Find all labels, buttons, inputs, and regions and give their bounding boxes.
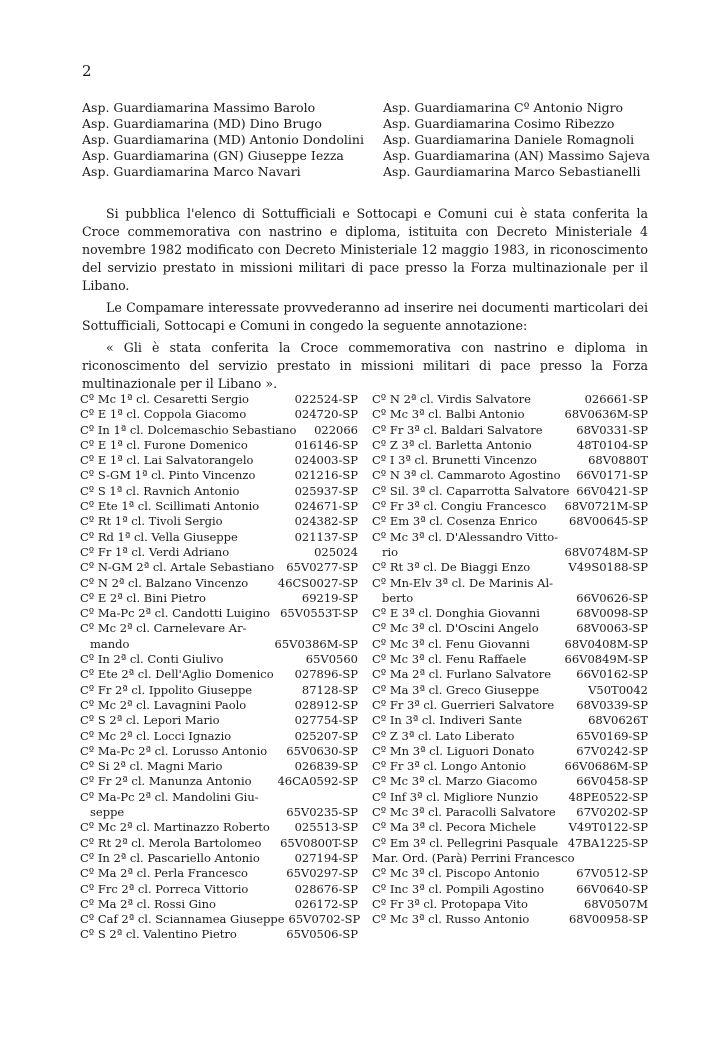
list-entry bbox=[80, 499, 358, 514]
instruction-paragraph: Le Compamare interessate provvederanno ad inserire nei documenti marticolari dei Sottufficiali, Sottocapi e Comuni in congedo la seguente annotazione: bbox=[82, 300, 648, 333]
entry-code: 48T0104-SP bbox=[576, 437, 648, 452]
list-entry bbox=[372, 606, 648, 621]
entry-continuation-line bbox=[80, 805, 358, 820]
entry-code: 65V0630-SP bbox=[286, 743, 358, 758]
list-entry bbox=[80, 774, 358, 789]
list-entry bbox=[80, 423, 358, 438]
entry-name: Cº Em 3ª cl. Pellegrini Pasquale bbox=[372, 835, 559, 850]
list-entry bbox=[80, 713, 358, 728]
entry-name: Cº Ma 3ª cl. Pecora Michele bbox=[372, 820, 537, 835]
entry-code: 87128-SP bbox=[301, 682, 358, 697]
entry-code: 026839-SP bbox=[294, 759, 358, 774]
list-entry bbox=[372, 637, 648, 652]
list-entry bbox=[80, 836, 358, 851]
entry-name: Cº N 2ª cl. Balzano Vincenzo bbox=[80, 575, 249, 590]
entry-name-continuation: berto bbox=[382, 590, 414, 605]
body-text bbox=[82, 205, 648, 397]
annotation-quote: « Gli è stata conferita la Croce commemorativa con nastrino e diploma in riconoscimento del servizio prestato in missioni militari di pace presso la Forza multinazionale per il Libano ». bbox=[82, 340, 648, 391]
entry-code: 68V0748M-SP bbox=[564, 544, 648, 559]
entry-name: Cº Si 2ª cl. Magni Mario bbox=[80, 759, 223, 774]
entry-name: Cº Mc 2ª cl. Locci Ignazio bbox=[80, 728, 232, 743]
entry-name-continuation: rio bbox=[382, 544, 399, 559]
entry-name: Cº Mc 3ª cl. D'Oscini Angelo bbox=[372, 621, 539, 636]
entry-code: 65V0702-SP bbox=[288, 912, 361, 927]
entry-code: 016146-SP bbox=[294, 437, 358, 452]
entry-name: Cº Fr 3ª cl. Protopapa Vito bbox=[372, 896, 528, 911]
entry-name: Cº Ma-Pc 2ª cl. Candotti Luigino bbox=[80, 606, 271, 621]
entry-code: 022066 bbox=[314, 422, 358, 437]
list-entry bbox=[372, 882, 648, 897]
entry-code: 68V0339-SP bbox=[576, 697, 648, 712]
list-entry bbox=[80, 576, 358, 591]
list-entry bbox=[372, 560, 648, 575]
list-entry bbox=[80, 453, 358, 468]
list-entry bbox=[80, 438, 358, 453]
entry-code: 025513-SP bbox=[294, 820, 358, 835]
entry-name: Cº S-GM 1ª cl. Pinto Vincenzo bbox=[80, 468, 256, 483]
list-entry bbox=[80, 468, 358, 483]
list-entry bbox=[80, 882, 358, 897]
entry-name: Cº Mn-Elv 3ª cl. De Marinis Al- bbox=[372, 575, 554, 590]
list-entry bbox=[372, 897, 648, 912]
entry-code: 025024 bbox=[314, 544, 358, 559]
entry-name: Cº E 1ª cl. Coppola Giacomo bbox=[80, 407, 247, 422]
header-name: Asp. Guardiamarina Marco Navari bbox=[82, 164, 301, 179]
list-entry bbox=[372, 820, 648, 835]
entry-name: Cº Rt 1ª cl. Tivoli Sergio bbox=[80, 514, 223, 529]
entry-name: Cº Mc 3ª cl. Fenu Raffaele bbox=[372, 652, 527, 667]
list-entry bbox=[372, 530, 648, 561]
entry-name: Cº N-GM 2ª cl. Artale Sebastiano bbox=[80, 560, 275, 575]
entry-code: 66V0640-SP bbox=[576, 881, 648, 896]
entry-code: 027896-SP bbox=[294, 667, 358, 682]
entry-name: Cº Ma 2ª cl. Perla Francesco bbox=[80, 866, 248, 881]
entry-name: Cº Caf 2ª cl. Sciannamea Giuseppe bbox=[80, 912, 285, 927]
entry-name: Cº Ma-Pc 2ª cl. Lorusso Antonio bbox=[80, 743, 268, 758]
entry-code: 68V0408M-SP bbox=[564, 636, 648, 651]
entry-code: 46CA0592-SP bbox=[277, 774, 358, 789]
entry-name: Cº E 2ª cl. Bini Pietro bbox=[80, 590, 206, 605]
entry-code: 021137-SP bbox=[294, 529, 358, 544]
list-entry bbox=[372, 499, 648, 514]
entry-name: Cº Mn 3ª cl. Liguori Donato bbox=[372, 743, 535, 758]
entry-code: 47BA1225-SP bbox=[567, 835, 648, 850]
entry-name: Cº Ete 1ª cl. Scillimati Antonio bbox=[80, 499, 260, 514]
entry-name: Cº Fr 3ª cl. Congiu Francesco bbox=[372, 499, 547, 514]
list-entry bbox=[372, 667, 648, 682]
entry-code: 024671-SP bbox=[294, 499, 358, 514]
entry-name: Cº E 1ª cl. Lai Salvatorangelo bbox=[80, 453, 254, 468]
entry-name: Cº Mc 3ª cl. Balbi Antonio bbox=[372, 407, 525, 422]
entry-code: 48PE0522-SP bbox=[568, 789, 648, 804]
list-entry: Mar. Ord. (Parà) Perrini Francesco bbox=[372, 850, 575, 865]
entry-name: Cº S 1ª cl. Ravnich Antonio bbox=[80, 483, 240, 498]
entry-name: Cº Ete 2ª cl. Dell'Aglio Domenico bbox=[80, 667, 274, 682]
list-entry bbox=[80, 790, 358, 821]
list-entry bbox=[372, 912, 648, 927]
entry-name: Cº Fr 1ª cl. Verdi Adriano bbox=[80, 544, 230, 559]
entry-name: Cº Fr 3ª cl. Longo Antonio bbox=[372, 759, 527, 774]
list-entry bbox=[372, 790, 648, 805]
list-entry bbox=[80, 407, 358, 422]
entry-code: 021216-SP bbox=[294, 468, 358, 483]
list-entry bbox=[80, 484, 358, 499]
entry-code: 65V0553T-SP bbox=[280, 606, 358, 621]
list-entry bbox=[80, 667, 358, 682]
entry-name: Cº Rt 2ª cl. Merola Bartolomeo bbox=[80, 835, 262, 850]
entry-code: 024720-SP bbox=[294, 407, 358, 422]
entry-name: Cº Fr 2ª cl. Ippolito Giuseppe bbox=[80, 682, 253, 697]
entry-name: Cº Mc 3ª cl. Paracolli Salvatore bbox=[372, 805, 556, 820]
entry-code: 66V0171-SP bbox=[576, 468, 648, 483]
entry-code: 66V0849M-SP bbox=[564, 652, 648, 667]
list-entry bbox=[80, 621, 358, 652]
entry-code: 68V0063-SP bbox=[576, 621, 648, 636]
entry-name: Cº Fr 2ª cl. Manunza Antonio bbox=[80, 774, 252, 789]
entry-name: Cº Mc 2ª cl. Lavagnini Paolo bbox=[80, 697, 247, 712]
list-entry bbox=[372, 576, 648, 607]
page-number: 2 bbox=[82, 62, 92, 80]
entry-name: Cº Mc 3ª cl. Piscopo Antonio bbox=[372, 866, 540, 881]
list-entry bbox=[80, 591, 358, 606]
list-entry bbox=[372, 453, 648, 468]
entry-code: 65V0506-SP bbox=[286, 927, 358, 942]
intro-paragraph: Si pubblica l'elenco di Sottufficiali e Sottocapi e Comuni cui è stata conferita la Croce commemorativa con nastrino e diploma, istituita con Decreto Ministeriale 4 novembre 1982 modificato con Decreto Ministeriale 12 maggio 1983, in riconoscimento del servizio prestato in missioni militari di pace presso la Forza multinazionale per il Libano. bbox=[82, 206, 648, 293]
entry-name: Cº E 3ª cl. Donghia Giovanni bbox=[372, 606, 540, 621]
entry-name: Cº Inc 3ª cl. Pompili Agostino bbox=[372, 881, 545, 896]
entry-code: 68V0721M-SP bbox=[564, 499, 648, 514]
header-names bbox=[82, 100, 648, 180]
header-left-column bbox=[82, 100, 364, 180]
list-entry bbox=[80, 866, 358, 881]
entry-name: Cº Em 3ª cl. Cosenza Enrico bbox=[372, 514, 538, 529]
list-entry bbox=[80, 683, 358, 698]
list-entry bbox=[372, 683, 648, 698]
entry-code: V50T0042 bbox=[588, 682, 648, 697]
entry-code: 68V0507M bbox=[584, 896, 648, 911]
header-name: Asp. Guardiamarina (GN) Giuseppe Iezza bbox=[82, 148, 344, 163]
list-entry bbox=[80, 530, 358, 545]
list-entry bbox=[80, 652, 358, 667]
entry-code: 67V0202-SP bbox=[576, 805, 648, 820]
header-name: Asp. Guardiamarina (AN) Massimo Sajeva bbox=[383, 148, 650, 163]
list-entry bbox=[372, 759, 648, 774]
entry-code: 024003-SP bbox=[294, 453, 358, 468]
list-entry bbox=[80, 606, 358, 621]
entry-name: Cº Mc 1ª cl. Cesaretti Sergio bbox=[80, 392, 249, 406]
list-entry bbox=[372, 866, 648, 881]
list-entry bbox=[372, 514, 648, 529]
entry-code: V49T0122-SP bbox=[568, 820, 648, 835]
entry-name: Cº Mc 3ª cl. Russo Antonio bbox=[372, 912, 530, 927]
entry-name: Cº N 3ª cl. Cammaroto Agostino bbox=[372, 468, 561, 483]
entry-name: Cº Mc 3ª cl. D'Alessandro Vitto- bbox=[372, 529, 559, 544]
list-entry bbox=[80, 912, 361, 927]
list-entry bbox=[80, 759, 358, 774]
list-entry bbox=[80, 851, 358, 866]
list-entry bbox=[80, 729, 358, 744]
list-entry bbox=[372, 621, 648, 636]
entry-continuation-line bbox=[372, 545, 648, 560]
list-entry bbox=[80, 927, 358, 942]
entry-name: Cº In 3ª cl. Indiveri Sante bbox=[372, 713, 523, 728]
list-entry bbox=[80, 744, 358, 759]
entry-code: 65V0560 bbox=[305, 652, 358, 667]
entry-name: Cº In 2ª cl. Conti Giulivo bbox=[80, 652, 224, 667]
entry-name: Cº Ma-Pc 2ª cl. Mandolini Giu- bbox=[80, 789, 259, 804]
header-name: Asp. Guardiamarina Cosimo Ribezzo bbox=[383, 116, 615, 131]
entry-code: 68V0331-SP bbox=[576, 422, 648, 437]
entry-name: Cº E 1ª cl. Furone Domenico bbox=[80, 437, 248, 452]
entry-name: Cº In 1ª cl. Dolcemaschio Sebastiano bbox=[80, 422, 297, 437]
entry-code: 68V0626T bbox=[588, 713, 648, 728]
list-entry bbox=[372, 652, 648, 667]
list-entry bbox=[372, 392, 648, 407]
entry-code: 65V0297-SP bbox=[286, 866, 358, 881]
entry-code: 65V0277-SP bbox=[286, 560, 358, 575]
list-entry bbox=[80, 392, 358, 407]
entry-name: Cº Rd 1ª cl. Vella Giuseppe bbox=[80, 529, 238, 544]
entry-name: Cº Mc 3ª cl. Fenu Giovanni bbox=[372, 636, 530, 651]
list-entry bbox=[372, 438, 648, 453]
list-entry bbox=[372, 805, 648, 820]
entry-code: 66V0626-SP bbox=[576, 590, 648, 605]
list-entry bbox=[372, 698, 648, 713]
list-entry bbox=[80, 698, 358, 713]
header-name: Asp. Guardiamarina Massimo Barolo bbox=[82, 100, 316, 115]
entry-code: 66V0162-SP bbox=[576, 667, 648, 682]
entry-code: 66V0458-SP bbox=[576, 774, 648, 789]
entry-name: Cº Z 3ª cl. Barletta Antonio bbox=[372, 437, 532, 452]
decorated-list bbox=[80, 392, 648, 943]
entry-code: 46CS0027-SP bbox=[277, 575, 358, 590]
entry-code: 68V00958-SP bbox=[568, 912, 648, 927]
list-entry bbox=[80, 820, 358, 835]
entry-code: 025937-SP bbox=[294, 483, 358, 498]
list-entry bbox=[372, 407, 648, 422]
entry-code: 67V0242-SP bbox=[576, 743, 648, 758]
entry-name: Cº S 2ª cl. Valentino Pietro bbox=[80, 927, 237, 942]
entry-name: Cº Inf 3ª cl. Migliore Nunzio bbox=[372, 789, 539, 804]
header-name: Asp. Gaurdiamarina Marco Sebastianelli bbox=[383, 164, 641, 179]
entry-code: 028912-SP bbox=[294, 697, 358, 712]
entry-name-continuation: seppe bbox=[90, 805, 125, 820]
list-left-column bbox=[80, 392, 361, 943]
entry-name: Cº Mc 2ª cl. Carnelevare Ar- bbox=[80, 621, 247, 636]
entry-name: Cº Mc 2ª cl. Martinazzo Roberto bbox=[80, 820, 270, 835]
entry-code: 68V00645-SP bbox=[568, 514, 648, 529]
list-entry bbox=[372, 836, 648, 851]
entry-code: 027194-SP bbox=[294, 850, 358, 865]
entry-continuation-line bbox=[372, 591, 648, 606]
entry-code: 027754-SP bbox=[294, 713, 358, 728]
entry-code: 68V0636M-SP bbox=[564, 407, 648, 422]
list-entry bbox=[80, 514, 358, 529]
entry-code: 022524-SP bbox=[294, 392, 358, 406]
entry-name: Cº Fr 3ª cl. Baldari Salvatore bbox=[372, 422, 543, 437]
list-right-column bbox=[372, 392, 648, 943]
header-name: Asp. Guardiamarina Cº Antonio Nigro bbox=[383, 100, 624, 115]
list-entry bbox=[80, 545, 358, 560]
list-entry bbox=[372, 468, 648, 483]
list-entry bbox=[372, 713, 648, 728]
entry-name: Cº In 2ª cl. Pascariello Antonio bbox=[80, 850, 260, 865]
entry-code: 65V0169-SP bbox=[576, 728, 648, 743]
entry-name: Cº I 3ª cl. Brunetti Vincenzo bbox=[372, 453, 537, 468]
entry-code: 65V0800T-SP bbox=[280, 835, 358, 850]
entry-name: Cº Sil. 3ª cl. Caparrotta Salvatore bbox=[372, 483, 570, 498]
entry-code: 024382-SP bbox=[294, 514, 358, 529]
entry-code: 026661-SP bbox=[584, 392, 648, 406]
header-name: Asp. Guardiamarina (MD) Antonio Dondolini bbox=[82, 132, 364, 147]
entry-name: Cº Z 3ª cl. Lato Liberato bbox=[372, 728, 515, 743]
entry-code: 028676-SP bbox=[294, 881, 358, 896]
entry-name: Cº Ma 2ª cl. Furlano Salvatore bbox=[372, 667, 552, 682]
list-entry bbox=[80, 560, 358, 575]
entry-code: 68V0880T bbox=[588, 453, 648, 468]
entry-name: Cº Ma 3ª cl. Greco Giuseppe bbox=[372, 682, 540, 697]
entry-name: Cº S 2ª cl. Lepori Mario bbox=[80, 713, 220, 728]
header-name: Asp. Guardiamarina Daniele Romagnoli bbox=[383, 132, 635, 147]
entry-name: Cº Mc 3ª cl. Marzo Giacomo bbox=[372, 774, 538, 789]
entry-name: Cº Ma 2ª cl. Rossi Gino bbox=[80, 896, 216, 911]
entry-code: V49S0188-SP bbox=[568, 560, 648, 575]
entry-name: Cº Rt 3ª cl. De Biaggi Enzo bbox=[372, 560, 531, 575]
entry-code: 026172-SP bbox=[294, 896, 358, 911]
entry-code: 65V0386M-SP bbox=[274, 636, 358, 651]
entry-code: 66V0686M-SP bbox=[564, 759, 648, 774]
entry-code: 65V0235-SP bbox=[286, 805, 358, 820]
entry-name: Cº N 2ª cl. Virdis Salvatore bbox=[372, 392, 531, 406]
list-entry bbox=[372, 729, 648, 744]
entry-code: 69219-SP bbox=[301, 590, 358, 605]
entry-code: 66V0421-SP bbox=[576, 483, 648, 498]
header-right-column bbox=[383, 100, 648, 180]
list-entry bbox=[372, 423, 648, 438]
list-entry bbox=[372, 774, 648, 789]
entry-name: Cº Frc 2ª cl. Porreca Vittorio bbox=[80, 881, 249, 896]
list-entry bbox=[372, 484, 648, 499]
header-name: Asp. Guardiamarina (MD) Dino Brugo bbox=[82, 116, 322, 131]
entry-continuation-line bbox=[80, 637, 358, 652]
entry-code: 68V0098-SP bbox=[576, 606, 648, 621]
entry-name-continuation: mando bbox=[90, 636, 130, 651]
entry-code: 025207-SP bbox=[294, 728, 358, 743]
entry-name: Cº Fr 3ª cl. Guerrieri Salvatore bbox=[372, 697, 555, 712]
entry-code: 67V0512-SP bbox=[576, 866, 648, 881]
list-entry bbox=[80, 897, 358, 912]
list-entry bbox=[372, 744, 648, 759]
